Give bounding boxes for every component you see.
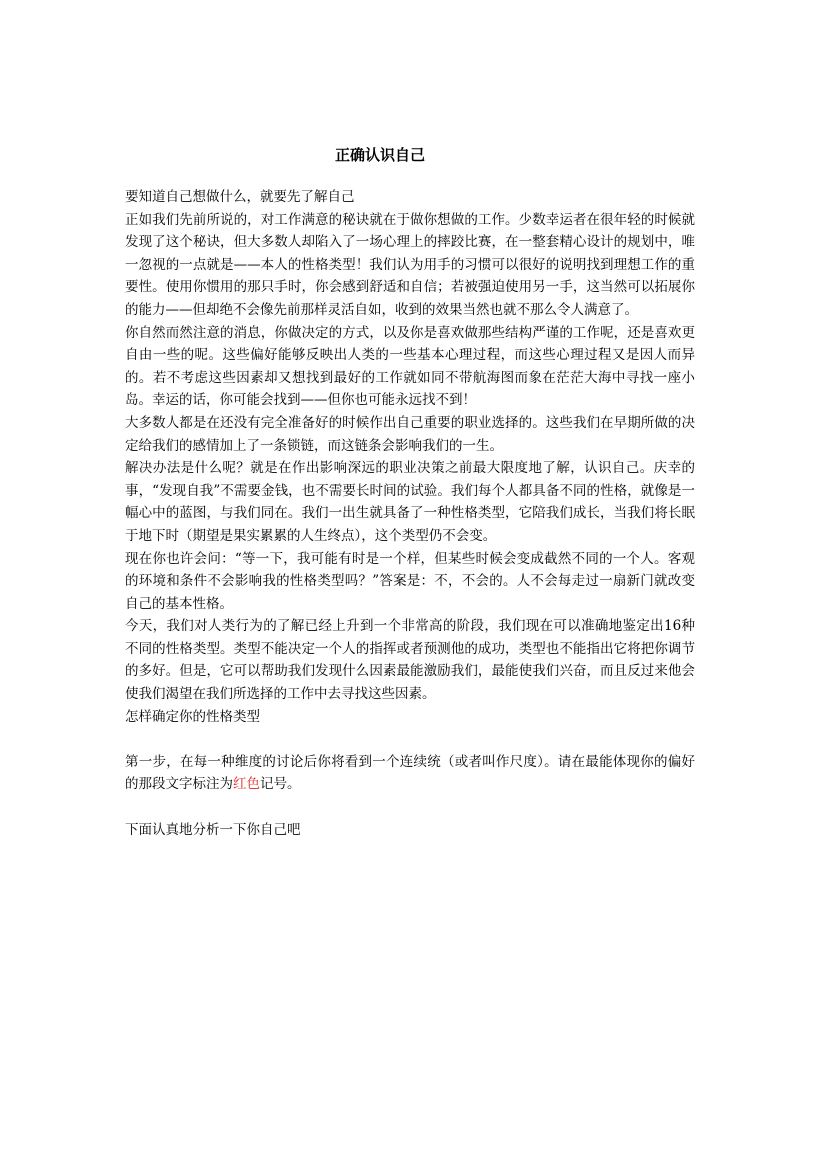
paragraph-4: 解决办法是什么呢？就是在作出影响深远的职业决策之前最大限度地了解，认识自己。庆幸的事，“发现自我”不需要金钱，也不需要长时间的试验。我们每个人都具备不同的性格，就像是一幅心中的蓝图，与我们同在。我们一出生就具备了一种性格类型，它陪我们成长，当我们将长眠于地下时（期望是果实累累的人生终点），这个类型仍不会变。	[125, 460, 695, 544]
step-one-text-after: 记号。	[260, 776, 301, 793]
heading-how-to-determine: 怎样确定你的性格类型	[125, 708, 260, 725]
red-highlight-text: 红色	[233, 776, 260, 793]
paragraph-1: 正如我们先前所说的，对工作满意的秘诀就在于做你想做的工作。少数幸运者在很年轻的时候就发现了这个秘诀，但大多数人却陷入了一场心理上的摔跤比赛，在一整套精心设计的规划中，唯一忽视的一点就是——本人的性格类型！我们认为用手的习惯可以很好的说明找到理想工作的重要性。使用你惯用的那只手时，你会感到舒适和自信；若被强迫使用另一手，这当然可以拓展你的能力——但却绝不会像先前那样灵活自如，收到的效果当然也就不那么令人满意了。	[125, 211, 695, 318]
page-title: 正确认识自己	[334, 146, 425, 164]
step-one-text-before: 第一步，在每一种维度的讨论后你将看到一个连续统（或者叫作尺度）。请在最能体现你的偏好的那段文字标注为	[125, 753, 695, 793]
paragraph-6: 今天，我们对人类行为的了解已经上升到一个非常高的阶段，我们现在可以准确地鉴定出16种不同的性格类型。类型不能决定一个人的指挥或者预测他的成功，类型也不能指出它将把你调节的多好。但是，它可以帮助我们发现什么因素最能激励我们，最能使我们兴奋，而且反过来他会使我们渴望在我们所选择的工作中去寻找这些因素。	[125, 618, 695, 703]
document-body	[125, 186, 695, 841]
blank-line	[125, 796, 695, 819]
paragraph-3: 大多数人都是在还没有完全准备好的时候作出自己重要的职业选择的。这些我们在早期所做的决定给我们的感情加上了一条锁链，而这链条会影响我们的一生。	[125, 414, 695, 454]
blank-line	[125, 728, 695, 751]
closing-line: 下面认真地分析一下你自己吧	[125, 821, 301, 838]
step-one-paragraph	[125, 751, 695, 796]
heading-know-yourself: 要知道自己想做什么，就要先了解自己	[125, 189, 355, 205]
paragraph-5: 现在你也许会问：“等一下，我可能有时是一个样，但某些时候会变成截然不同的一个人。客观的环境和条件不会影响我的性格类型吗？”答案是：不，不会的。人不会每走过一扇新门就改变自己的基本性格。	[125, 550, 695, 612]
paragraph-2: 你自然而然注意的消息，你做决定的方式，以及你是喜欢做那些结构严谨的工作呢，还是喜欢更自由一些的呢。这些偏好能够反映出人类的一些基本心理过程，而这些心理过程又是因人而异的。若不考虑这些因素却又想找到最好的工作就如同不带航海图而象在茫茫大海中寻找一座小岛。幸运的话，你可能会找到——但你也可能永远找不到！	[125, 324, 695, 409]
